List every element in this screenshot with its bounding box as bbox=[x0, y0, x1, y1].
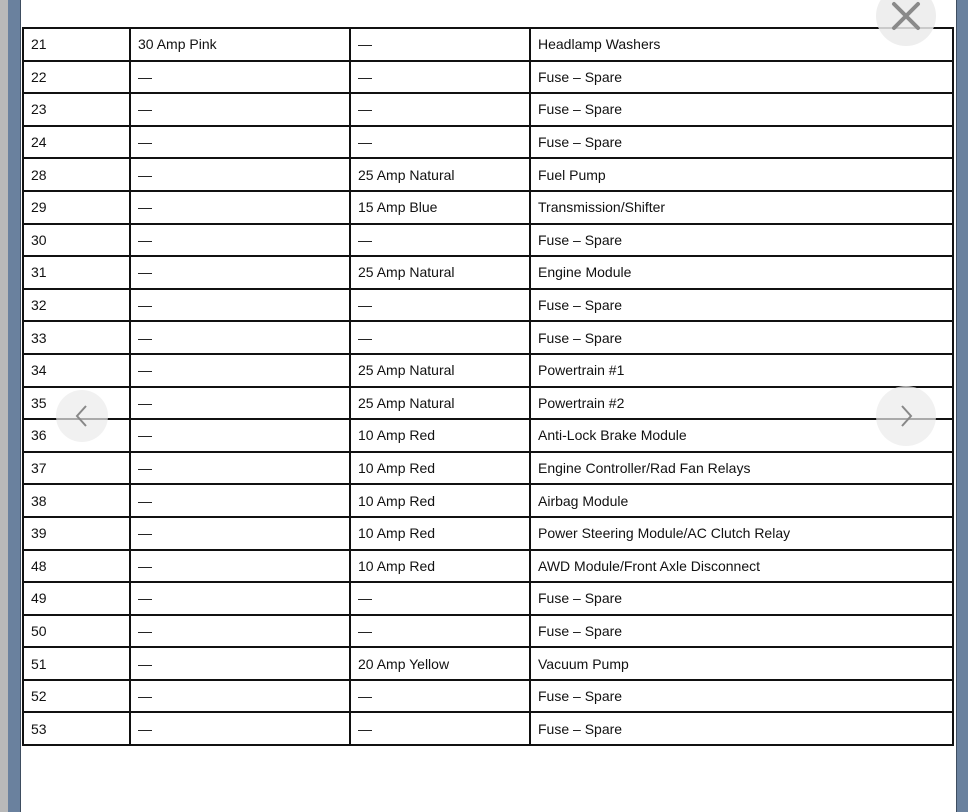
window-border-right bbox=[956, 0, 968, 812]
cell-col2: — bbox=[130, 484, 350, 517]
table-row bbox=[23, 680, 953, 713]
cell-col2: — bbox=[130, 224, 350, 257]
table-row bbox=[23, 321, 953, 354]
cell-col3: — bbox=[350, 61, 530, 94]
fuse-number: 21 bbox=[23, 28, 130, 61]
circuit-description: Airbag Module bbox=[530, 484, 953, 517]
table-row bbox=[23, 28, 953, 61]
fuse-number: 36 bbox=[23, 419, 130, 452]
cell-col2: — bbox=[130, 615, 350, 648]
cell-col3: — bbox=[350, 93, 530, 126]
cell-col3: 25 Amp Natural bbox=[350, 256, 530, 289]
cell-col3: — bbox=[350, 712, 530, 745]
circuit-description: Headlamp Washers bbox=[530, 28, 953, 61]
cell-col3: 25 Amp Natural bbox=[350, 354, 530, 387]
table-row bbox=[23, 158, 953, 191]
table-row bbox=[23, 387, 953, 420]
circuit-description: Fuse – Spare bbox=[530, 321, 953, 354]
fuse-number: 34 bbox=[23, 354, 130, 387]
table-row bbox=[23, 93, 953, 126]
chevron-right-icon bbox=[898, 404, 914, 428]
cell-col2: — bbox=[130, 354, 350, 387]
table-row bbox=[23, 712, 953, 745]
cell-col2: — bbox=[130, 517, 350, 550]
circuit-description: Fuse – Spare bbox=[530, 680, 953, 713]
fuse-number: 31 bbox=[23, 256, 130, 289]
cell-col2: — bbox=[130, 387, 350, 420]
cell-col2: — bbox=[130, 712, 350, 745]
previous-image-button[interactable] bbox=[56, 390, 108, 442]
circuit-description: Fuse – Spare bbox=[530, 289, 953, 322]
fuse-number: 49 bbox=[23, 582, 130, 615]
chevron-left-icon bbox=[74, 404, 90, 428]
cell-col3: 10 Amp Red bbox=[350, 419, 530, 452]
circuit-description: Fuel Pump bbox=[530, 158, 953, 191]
fuse-number: 33 bbox=[23, 321, 130, 354]
table-row bbox=[23, 224, 953, 257]
fuse-number: 50 bbox=[23, 615, 130, 648]
cell-col3: 15 Amp Blue bbox=[350, 191, 530, 224]
circuit-description: Fuse – Spare bbox=[530, 582, 953, 615]
cell-col2: — bbox=[130, 419, 350, 452]
table-row bbox=[23, 615, 953, 648]
cell-col3: 25 Amp Natural bbox=[350, 387, 530, 420]
table-row bbox=[23, 61, 953, 94]
cell-col2: — bbox=[130, 289, 350, 322]
cell-col2: 30 Amp Pink bbox=[130, 28, 350, 61]
fuse-number: 35 bbox=[23, 387, 130, 420]
cell-col2: — bbox=[130, 680, 350, 713]
fuse-number: 24 bbox=[23, 126, 130, 159]
fuse-number: 51 bbox=[23, 647, 130, 680]
table-row bbox=[23, 289, 953, 322]
fuse-number: 37 bbox=[23, 452, 130, 485]
table-row bbox=[23, 582, 953, 615]
cell-col3: — bbox=[350, 224, 530, 257]
circuit-description: Engine Module bbox=[530, 256, 953, 289]
table-row bbox=[23, 256, 953, 289]
cell-col3: 20 Amp Yellow bbox=[350, 647, 530, 680]
cell-col2: — bbox=[130, 550, 350, 583]
circuit-description: Powertrain #2 bbox=[530, 387, 953, 420]
circuit-description: Anti-Lock Brake Module bbox=[530, 419, 953, 452]
circuit-description: Powertrain #1 bbox=[530, 354, 953, 387]
circuit-description: Transmission/Shifter bbox=[530, 191, 953, 224]
circuit-description: Fuse – Spare bbox=[530, 615, 953, 648]
close-icon bbox=[891, 1, 921, 31]
table-row bbox=[23, 126, 953, 159]
cell-col3: — bbox=[350, 126, 530, 159]
circuit-description: Vacuum Pump bbox=[530, 647, 953, 680]
table-row bbox=[23, 484, 953, 517]
circuit-description: Power Steering Module/AC Clutch Relay bbox=[530, 517, 953, 550]
fuse-number: 39 bbox=[23, 517, 130, 550]
fuse-number: 32 bbox=[23, 289, 130, 322]
next-image-button[interactable] bbox=[876, 386, 936, 446]
cell-col2: — bbox=[130, 61, 350, 94]
cell-col3: 10 Amp Red bbox=[350, 452, 530, 485]
fuse-table bbox=[22, 27, 954, 746]
cell-col2: — bbox=[130, 93, 350, 126]
cell-col3: — bbox=[350, 28, 530, 61]
circuit-description: Fuse – Spare bbox=[530, 126, 953, 159]
table-row bbox=[23, 354, 953, 387]
window-border-left bbox=[8, 0, 21, 812]
fuse-number: 30 bbox=[23, 224, 130, 257]
cell-col3: — bbox=[350, 615, 530, 648]
table-row bbox=[23, 550, 953, 583]
fuse-number: 22 bbox=[23, 61, 130, 94]
table-row bbox=[23, 517, 953, 550]
table-row bbox=[23, 647, 953, 680]
circuit-description: Fuse – Spare bbox=[530, 712, 953, 745]
circuit-description: Engine Controller/Rad Fan Relays bbox=[530, 452, 953, 485]
cell-col3: — bbox=[350, 321, 530, 354]
fuse-number: 53 bbox=[23, 712, 130, 745]
cell-col3: — bbox=[350, 582, 530, 615]
table-row bbox=[23, 191, 953, 224]
cell-col3: 10 Amp Red bbox=[350, 517, 530, 550]
cell-col2: — bbox=[130, 126, 350, 159]
circuit-description: AWD Module/Front Axle Disconnect bbox=[530, 550, 953, 583]
cell-col2: — bbox=[130, 256, 350, 289]
window-edge-left bbox=[0, 0, 8, 812]
cell-col2: — bbox=[130, 321, 350, 354]
circuit-description: Fuse – Spare bbox=[530, 224, 953, 257]
cell-col3: 10 Amp Red bbox=[350, 484, 530, 517]
cell-col2: — bbox=[130, 647, 350, 680]
cell-col3: — bbox=[350, 680, 530, 713]
table-row bbox=[23, 452, 953, 485]
cell-col2: — bbox=[130, 452, 350, 485]
fuse-number: 23 bbox=[23, 93, 130, 126]
fuse-number: 28 bbox=[23, 158, 130, 191]
table-row bbox=[23, 419, 953, 452]
cell-col3: — bbox=[350, 289, 530, 322]
cell-col2: — bbox=[130, 191, 350, 224]
cell-col2: — bbox=[130, 582, 350, 615]
fuse-number: 52 bbox=[23, 680, 130, 713]
circuit-description: Fuse – Spare bbox=[530, 61, 953, 94]
fuse-number: 48 bbox=[23, 550, 130, 583]
fuse-number: 29 bbox=[23, 191, 130, 224]
circuit-description: Fuse – Spare bbox=[530, 93, 953, 126]
fuse-number: 38 bbox=[23, 484, 130, 517]
cell-col3: 25 Amp Natural bbox=[350, 158, 530, 191]
cell-col2: — bbox=[130, 158, 350, 191]
cell-col3: 10 Amp Red bbox=[350, 550, 530, 583]
